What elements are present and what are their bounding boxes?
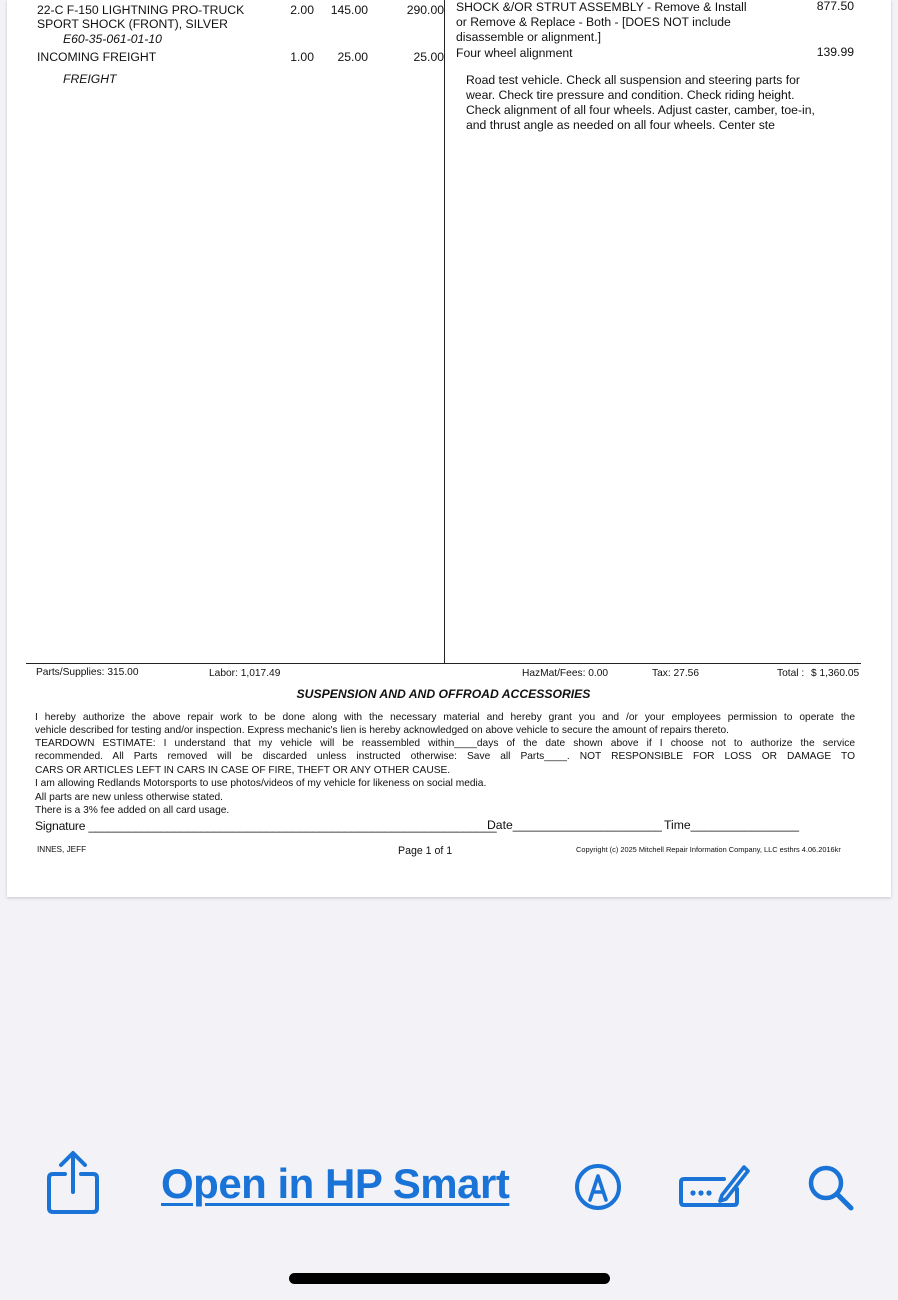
page-number: Page 1 of 1 xyxy=(398,845,453,857)
terms-line: I am allowing Redlands Motorsports to use photos/videos of my vehicle for likeness on social media. xyxy=(35,778,487,789)
labor-line: SHOCK &/OR STRUT ASSEMBLY - Remove & Install xyxy=(456,0,747,14)
terms-line: I hereby authorize the above repair work to be done along with the necessary material and hereby grant you and /or your employees permission to operate the xyxy=(35,712,855,723)
labor-note: wear. Check tire pressure and condition. Check riding height. xyxy=(466,88,795,102)
labor-line: Four wheel alignment xyxy=(456,46,573,60)
part-sub: FREIGHT xyxy=(63,72,117,86)
terms-line: TEARDOWN ESTIMATE: I understand that my vehicle will be reassembled within____days of the date shown above if I choose not to authorize the service xyxy=(35,738,855,749)
parts-supplies-total: Parts/Supplies: 315.00 xyxy=(36,667,139,678)
part-price: 145.00 xyxy=(330,3,368,17)
part-qty: 1.00 xyxy=(290,50,314,64)
part-description: INCOMING FREIGHT xyxy=(37,50,157,64)
part-description-line2: SPORT SHOCK (FRONT), SILVER xyxy=(37,17,228,31)
part-extended: 25.00 xyxy=(413,50,444,64)
part-price: 25.00 xyxy=(337,50,368,64)
date-field: Date______________________ xyxy=(487,818,662,832)
shop-title: SUSPENSION AND AND OFFROAD ACCESSORIES xyxy=(296,687,591,701)
terms-line: recommended. All Parts removed will be discarded unless instructed otherwise: Save all Parts____. NOT RESPONSIBLE FOR LOSS OR DAMAGE TO xyxy=(35,751,855,762)
part-extended: 290.00 xyxy=(406,3,444,17)
share-icon[interactable] xyxy=(45,1148,101,1216)
open-in-hp-smart-link[interactable]: Open in HP Smart xyxy=(161,1160,510,1207)
labor-note: Check alignment of all four wheels. Adjust caster, camber, toe-in, xyxy=(466,103,815,117)
labor-total: Labor: 1,017.49 xyxy=(209,668,281,679)
part-number: E60-35-061-01-10 xyxy=(63,32,162,46)
home-indicator[interactable] xyxy=(289,1273,610,1284)
labor-line: or Remove & Replace - Both - [DOES NOT include xyxy=(456,15,731,29)
signature-field: Signature ______________________________________________________________ xyxy=(35,819,497,833)
terms-line: There is a 3% fee added on all card usage. xyxy=(35,805,230,816)
part-qty: 2.00 xyxy=(290,3,314,17)
hazmat-total: HazMat/Fees: 0.00 xyxy=(522,668,609,679)
part-description: 22-C F-150 LIGHTNING PRO-TRUCK xyxy=(37,3,245,17)
grand-total-value: $ 1,360.05 xyxy=(811,668,860,679)
labor-amount: 139.99 xyxy=(816,45,854,59)
tax-total: Tax: 27.56 xyxy=(652,668,700,679)
time-field: Time________________ xyxy=(664,818,800,832)
copyright-notice: Copyright (c) 2025 Mitchell Repair Information Company, LLC esthrs 4.06.2016kr xyxy=(576,845,841,854)
column-divider xyxy=(444,0,445,664)
customer-name: INNES, JEFF xyxy=(37,845,87,854)
labor-line: disassemble or alignment.] xyxy=(456,30,601,44)
totals-divider xyxy=(26,663,861,664)
labor-note: and thrust angle as needed on all four wheels. Center ste xyxy=(466,118,775,132)
search-icon[interactable] xyxy=(806,1163,856,1213)
labor-amount: 877.50 xyxy=(816,0,854,13)
markup-icon[interactable] xyxy=(573,1162,623,1212)
grand-total-label: Total : xyxy=(777,668,805,679)
terms-line: vehicle described for testing and/or inspection. Express mechanic's lien is hereby acknowledged on above vehicle to secure the amount of repairs thereto. xyxy=(35,725,729,736)
terms-line: CARS OR ARTICLES LEFT IN CARS IN CASE OF FIRE, THEFT OR ANY OTHER CAUSE. xyxy=(35,765,451,776)
signature-fill-icon[interactable] xyxy=(678,1161,750,1211)
terms-line: All parts are new unless otherwise stated. xyxy=(35,792,223,803)
estimate-page xyxy=(7,0,891,897)
labor-note: Road test vehicle. Check all suspension and steering parts for xyxy=(466,73,800,87)
